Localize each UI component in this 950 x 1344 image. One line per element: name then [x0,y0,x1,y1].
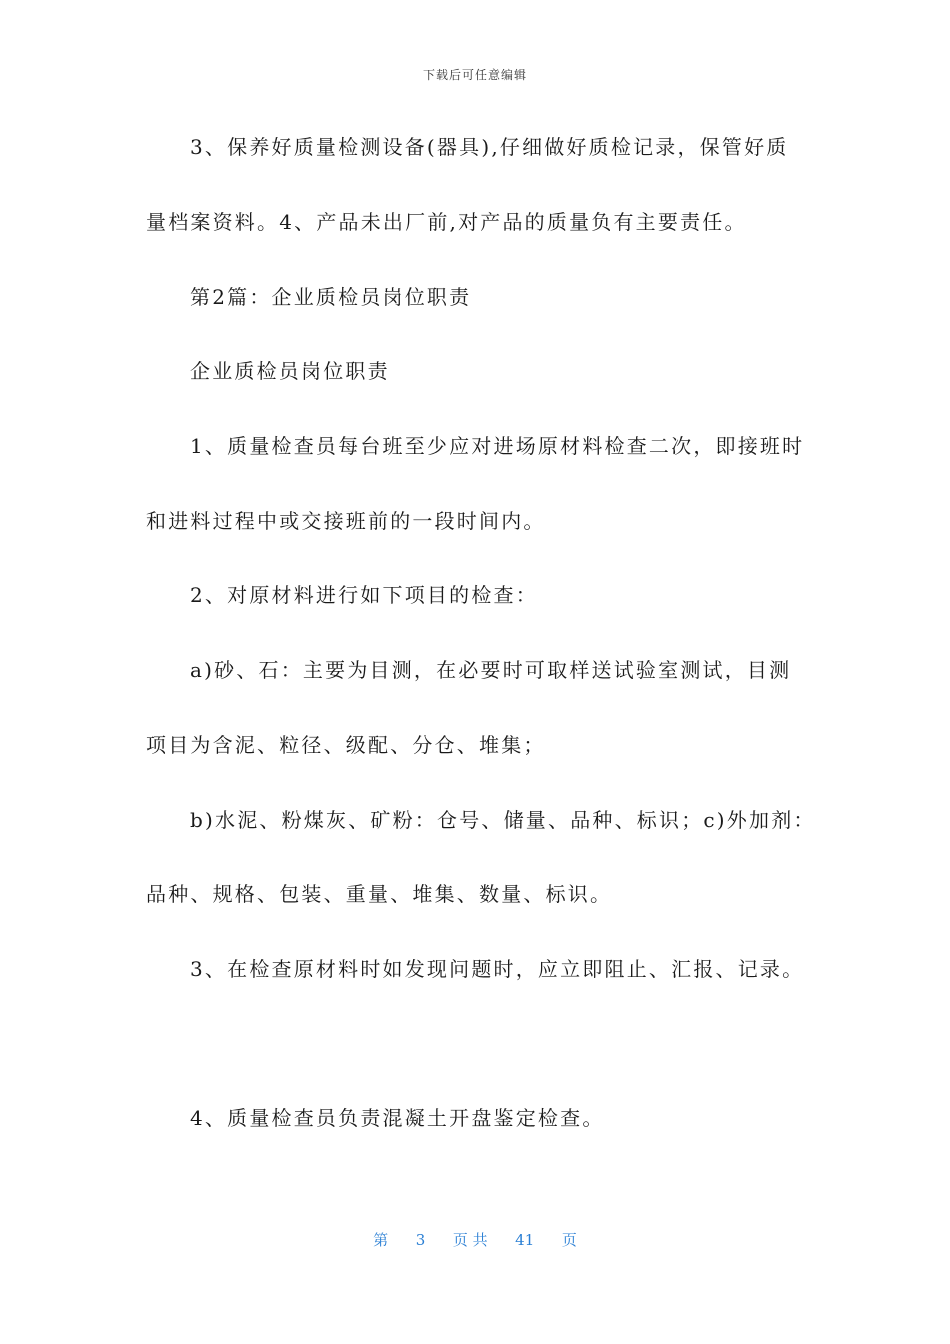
paragraph-line: a)砂、石：主要为目测，在必要时可取样送试验室测试，目测 [190,658,792,682]
paragraph-line: b)水泥、粉煤灰、矿粉：仓号、储量、品种、标识；c)外加剂： [190,808,816,832]
footer-prefix: 第 [373,1231,389,1249]
footer-middle: 页 共 [452,1231,488,1249]
paragraph-line: 和进料过程中或交接班前的一段时间内。 [146,509,546,533]
paragraph-line: 3、在检查原材料时如发现问题时，应立即阻止、汇报、记录。 [190,957,805,981]
footer-total-pages: 41 [515,1231,535,1249]
paragraph-line: 1、质量检查员每台班至少应对进场原材料检查二次，即接班时 [190,434,805,458]
paragraph-line: 4、质量检查员负责混凝土开盘鉴定检查。 [190,1106,605,1130]
paragraph-line: 3、保养好质量检测设备(器具),仔细做好质检记录，保管好质 [190,135,789,159]
footer-page-number: 3 [415,1231,426,1249]
page-header: 下载后可任意编辑 [422,68,527,82]
paragraph-line: 2、对原材料进行如下项目的检查： [190,583,538,607]
paragraph-line: 量档案资料。4、产品未出厂前,对产品的质量负有主要责任。 [146,210,747,234]
section-heading: 第2篇：企业质检员岗位职责 [190,285,472,309]
page-footer [0,1229,950,1250]
paragraph-line: 项目为含泥、粒径、级配、分仓、堆集； [146,733,546,757]
footer-suffix: 页 [561,1231,577,1249]
paragraph-line: 品种、规格、包装、重量、堆集、数量、标识。 [146,882,613,906]
subsection-title: 企业质检员岗位职责 [190,359,390,383]
